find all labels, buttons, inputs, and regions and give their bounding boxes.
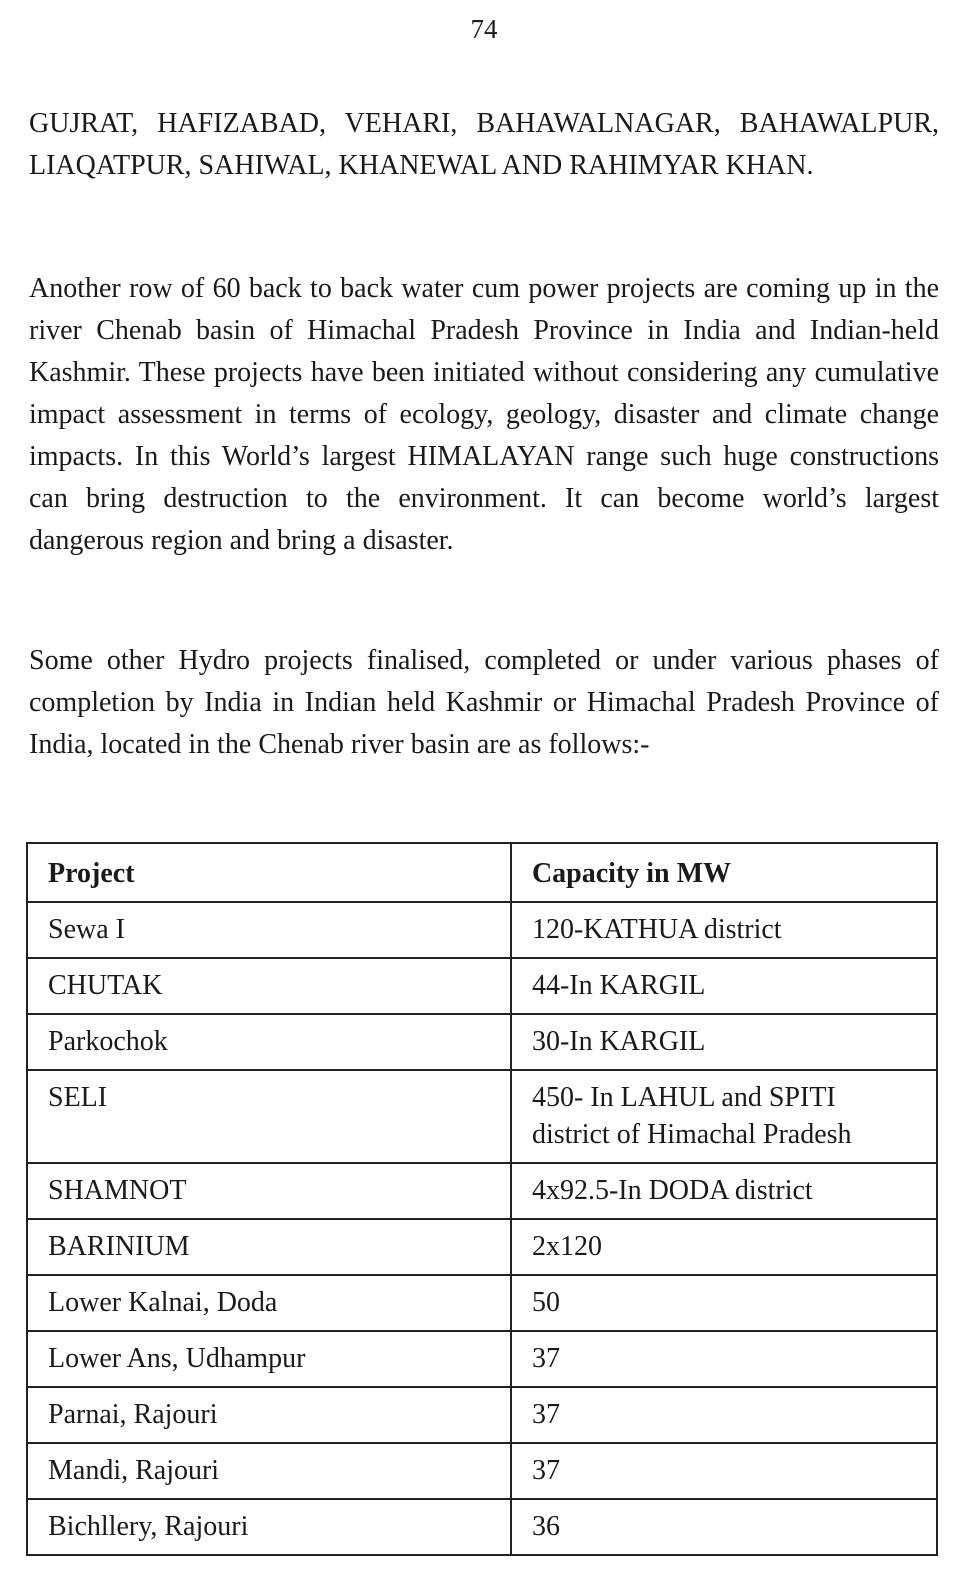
table-row <box>27 958 937 1014</box>
table-row <box>27 1275 937 1331</box>
project-cell: Parnai, Rajouri <box>27 1387 511 1443</box>
project-cell: Lower Kalnai, Doda <box>27 1275 511 1331</box>
capacity-cell: 50 <box>511 1275 937 1331</box>
project-cell: Parkochok <box>27 1014 511 1070</box>
paragraph-district-list: GUJRAT, HAFIZABAD, VEHARI, BAHAWALNAGAR, BAHAWALPUR, LIAQATPUR, SAHIWAL, KHANEWAL AND RAHIMYAR KHAN. <box>29 108 939 181</box>
project-cell: CHUTAK <box>27 958 511 1014</box>
capacity-cell: 30-In KARGIL <box>511 1014 937 1070</box>
table-row <box>27 902 937 958</box>
project-cell: Mandi, Rajouri <box>27 1443 511 1499</box>
capacity-cell: 2x120 <box>511 1219 937 1275</box>
capacity-cell: 44-In KARGIL <box>511 958 937 1014</box>
project-cell: Lower Ans, Udhampur <box>27 1331 511 1387</box>
project-cell: Bichllery, Rajouri <box>27 1499 511 1555</box>
capacity-cell: 120-KATHUA district <box>511 902 937 958</box>
capacity-cell: 37 <box>511 1387 937 1443</box>
page-number: 74 <box>470 14 498 44</box>
capacity-cell: 450- In LAHUL and SPITI district of Himachal Pradesh <box>511 1070 937 1163</box>
project-cell: Sewa I <box>27 902 511 958</box>
table-row <box>27 1070 937 1163</box>
project-cell: BARINIUM <box>27 1219 511 1275</box>
capacity-cell: 4x92.5-In DODA district <box>511 1163 937 1219</box>
capacity-cell: 37 <box>511 1443 937 1499</box>
table-row <box>27 1387 937 1443</box>
header-project: Project <box>27 843 511 902</box>
table-row <box>27 1499 937 1555</box>
paragraph-other-hydro-projects: Some other Hydro projects finalised, completed or under various phases of completion by India in Indian held Kashmir or Himachal Pradesh Province of India, located in the Chenab river basin are as follows:- <box>29 645 939 760</box>
hydro-projects-table <box>26 842 938 1556</box>
table-header-row <box>27 843 937 902</box>
table-row <box>27 1331 937 1387</box>
table-row <box>27 1163 937 1219</box>
project-cell: SHAMNOT <box>27 1163 511 1219</box>
table-row <box>27 1014 937 1070</box>
table-row <box>27 1443 937 1499</box>
capacity-cell: 36 <box>511 1499 937 1555</box>
capacity-cell: 37 <box>511 1331 937 1387</box>
paragraph-chenab-projects: Another row of 60 back to back water cum power projects are coming up in the river Chenab basin of Himachal Pradesh Province in India and Indian-held Kashmir. These projects have been initiated without considering any cumulative impact assessment in terms of ecology, geology, disaster and climate change impacts. In this World’s largest HIMALAYAN range such huge constructions can bring destruction to the environment. It can become world’s largest dangerous region and bring a disaster. <box>29 273 939 556</box>
project-cell: SELI <box>27 1070 511 1163</box>
header-capacity: Capacity in MW <box>511 843 937 902</box>
table-row <box>27 1219 937 1275</box>
